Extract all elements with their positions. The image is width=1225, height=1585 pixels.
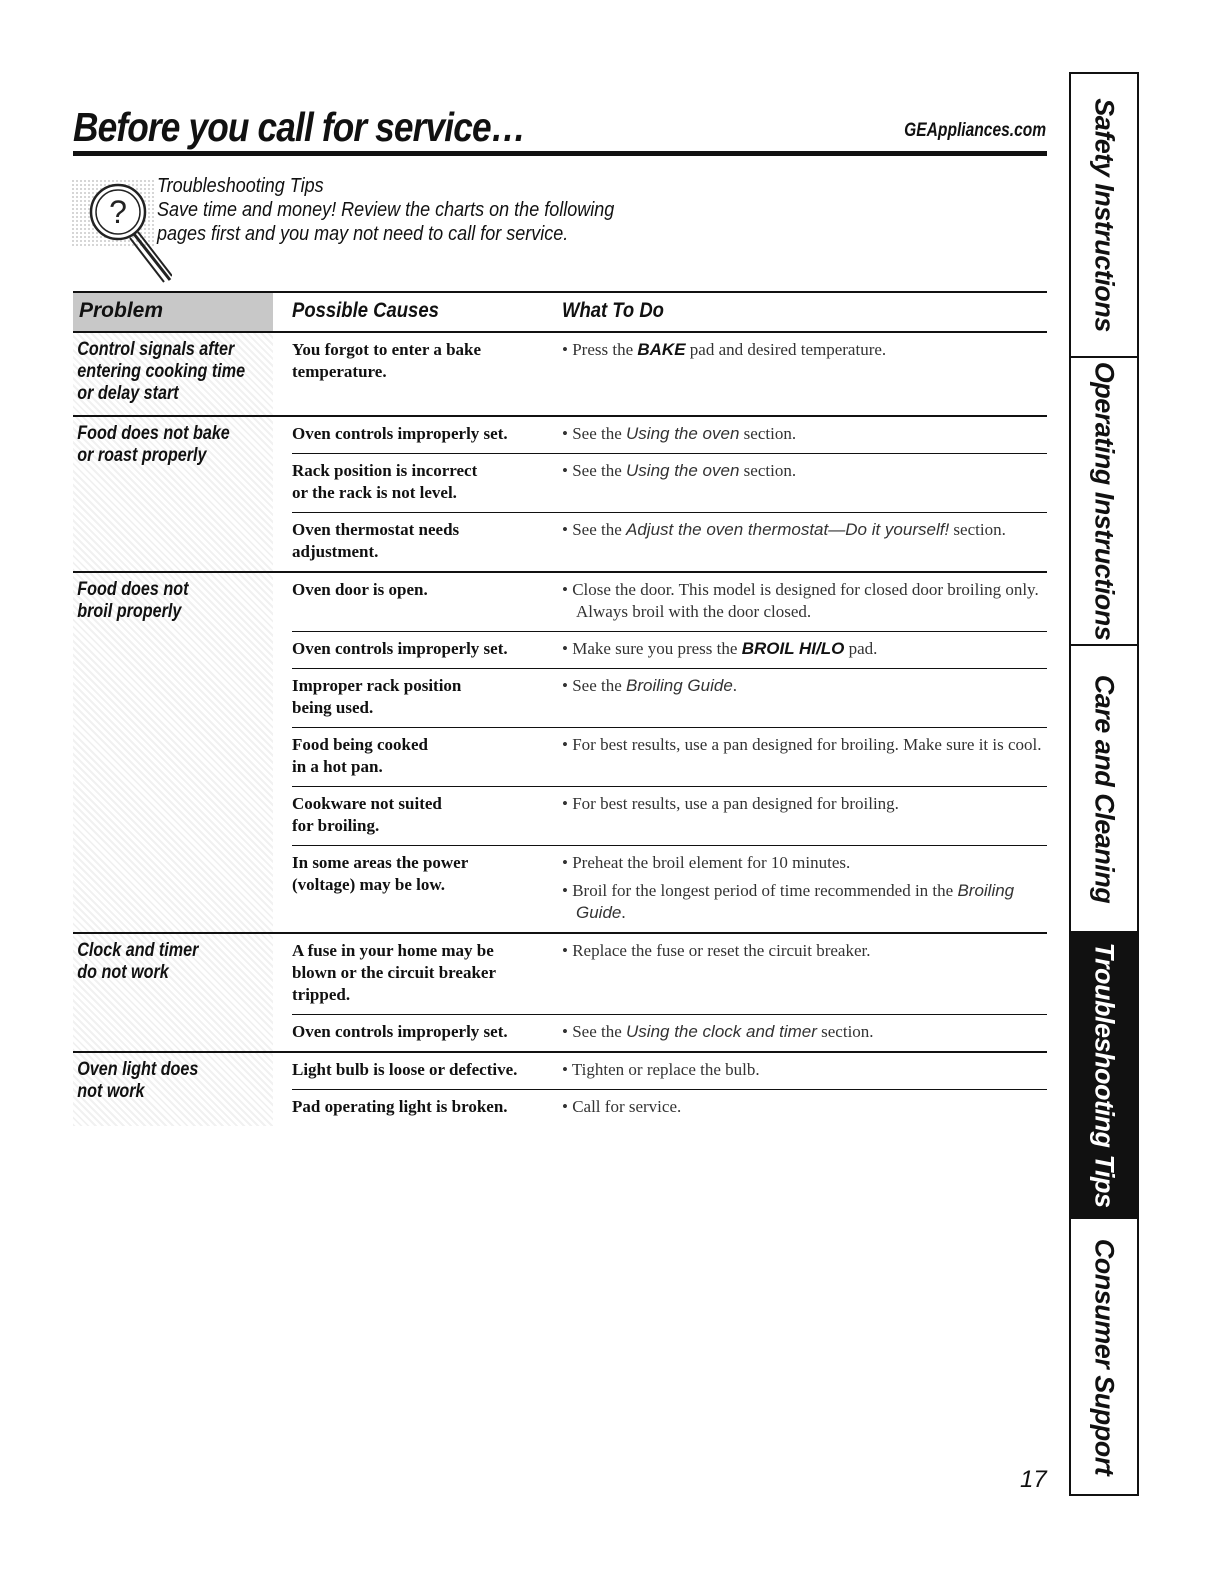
todo-text: pad.	[844, 639, 878, 658]
todo-item	[562, 880, 1047, 924]
possible-cause: A fuse in your home may be blown or the circuit breaker tripped.	[292, 941, 496, 1004]
what-to-do	[562, 1096, 1047, 1118]
table-body	[73, 333, 1047, 1126]
table-row	[292, 668, 1047, 727]
possible-cause: Light bulb is loose or defective.	[292, 1060, 518, 1079]
tab-care-and-cleaning[interactable]	[1071, 646, 1137, 933]
todo-text: • Preheat the broil element for 10 minutes.	[562, 853, 851, 872]
header-causes: Possible Causes	[292, 299, 439, 322]
section-reference: Using the oven	[626, 424, 740, 443]
possible-cause: You forgot to enter a bake temperature.	[292, 340, 482, 381]
possible-cause: Oven controls improperly set.	[292, 424, 508, 443]
todo-text: • For best results, use a pan designed for broiling.	[562, 794, 899, 813]
header-problem-cell	[73, 293, 273, 331]
possible-cause: Oven door is open.	[292, 580, 428, 599]
todo-text: • Press the	[562, 340, 638, 359]
problem-label: Food does not bake or roast properly	[77, 423, 230, 466]
todo-text: • See the	[562, 1022, 627, 1041]
header-problem: Problem	[79, 299, 164, 322]
tips-box	[157, 174, 614, 246]
what-to-do	[562, 852, 1047, 924]
todo-text: • For best results, use a pan designed for broiling. Make sure it is cool.	[562, 735, 1042, 754]
tab-label: Safety Instructions	[1089, 98, 1120, 332]
tab-label: Troubleshooting Tips	[1089, 942, 1120, 1208]
possible-cause: Improper rack position being used.	[292, 676, 462, 717]
possible-cause: Oven thermostat needs adjustment.	[292, 520, 460, 561]
problem-cell	[73, 573, 273, 932]
cause-rows	[292, 417, 1047, 571]
todo-text: • See the	[562, 461, 627, 480]
problem-cell	[73, 333, 273, 415]
table-row	[292, 417, 1047, 453]
todo-text: section.	[739, 424, 797, 443]
todo-item	[562, 852, 1047, 874]
todo-item	[562, 339, 1047, 361]
what-to-do	[562, 460, 1047, 504]
what-to-do	[562, 793, 1047, 837]
possible-cause: Oven controls improperly set.	[292, 1022, 508, 1041]
page-number: 17	[1020, 1466, 1047, 1493]
todo-item	[562, 638, 1047, 660]
todo-item	[562, 940, 1047, 962]
todo-item	[562, 1096, 1047, 1118]
tips-text-line-1: Save time and money! Review the charts on the following	[157, 199, 615, 221]
cause-rows	[292, 333, 1047, 415]
problem-cell	[73, 934, 273, 1051]
todo-text: .	[732, 676, 738, 695]
todo-item	[562, 793, 1047, 815]
problem-cell	[73, 417, 273, 571]
table-row	[292, 1014, 1047, 1051]
title-rule	[73, 151, 1047, 156]
possible-cause: Oven controls improperly set.	[292, 639, 508, 658]
what-to-do	[562, 940, 1047, 1006]
todo-text: • Make sure you press the	[562, 639, 742, 658]
svg-text:?: ?	[109, 194, 127, 230]
todo-text: • Broil for the longest period of time recommended in the	[562, 881, 958, 900]
problem-group	[73, 333, 1047, 417]
cause-rows	[292, 934, 1047, 1051]
tab-troubleshooting-tips[interactable]	[1071, 933, 1137, 1219]
table-row	[292, 934, 1047, 1014]
tab-label: Care and Cleaning	[1089, 674, 1120, 903]
problem-group	[73, 934, 1047, 1053]
what-to-do	[562, 1059, 1047, 1081]
section-reference: Using the clock and timer	[626, 1022, 817, 1041]
table-row	[292, 453, 1047, 512]
cause-rows	[292, 573, 1047, 932]
possible-cause: Rack position is incorrect or the rack is not level.	[292, 461, 478, 502]
table-row	[292, 727, 1047, 786]
todo-text: section.	[949, 520, 1006, 539]
table-row	[292, 573, 1047, 631]
site-url[interactable]: GEAppliances.com	[903, 120, 1046, 141]
table-header	[73, 291, 1047, 333]
what-to-do	[562, 519, 1047, 563]
tips-text-line-2: pages first and you may not need to call for service.	[157, 223, 569, 245]
possible-cause: Pad operating light is broken.	[292, 1097, 508, 1116]
table-row	[292, 631, 1047, 668]
table-row	[292, 786, 1047, 845]
control-pad-name: BROIL HI/LO	[741, 639, 845, 658]
todo-item	[562, 675, 1047, 697]
tab-operating-instructions[interactable]	[1071, 358, 1137, 646]
todo-text: • Call for service.	[562, 1097, 682, 1116]
tab-label: Consumer Support	[1089, 1238, 1120, 1475]
possible-cause: Food being cooked in a hot pan.	[292, 735, 429, 776]
problem-cell	[73, 1053, 273, 1126]
what-to-do	[562, 339, 1047, 383]
troubleshooting-table	[73, 291, 1047, 1126]
section-tabs	[1069, 72, 1139, 1496]
problem-label: Control signals after entering cooking time or delay start	[77, 339, 246, 404]
problem-group	[73, 573, 1047, 934]
section-reference: Broiling Guide	[626, 676, 733, 695]
todo-item	[562, 1059, 1047, 1081]
table-row	[292, 1053, 1047, 1089]
todo-item	[562, 460, 1047, 482]
todo-item	[562, 423, 1047, 445]
todo-text: section.	[816, 1022, 874, 1041]
tab-safety-instructions[interactable]	[1071, 74, 1137, 358]
tab-consumer-support[interactable]	[1071, 1219, 1137, 1494]
what-to-do	[562, 423, 1047, 445]
table-row	[292, 1089, 1047, 1126]
problem-group	[73, 417, 1047, 573]
what-to-do	[562, 675, 1047, 719]
what-to-do	[562, 579, 1047, 623]
what-to-do	[562, 1021, 1047, 1043]
todo-text: • Tighten or replace the bulb.	[562, 1060, 760, 1079]
todo-text: pad and desired temperature.	[685, 340, 887, 359]
problem-label: Food does not broil properly	[77, 579, 189, 622]
header-todo: What To Do	[562, 299, 664, 322]
todo-text: section.	[739, 461, 797, 480]
tab-label: Operating Instructions	[1089, 361, 1120, 641]
todo-item	[562, 1021, 1047, 1043]
what-to-do	[562, 638, 1047, 660]
problem-label: Clock and timer do not work	[77, 940, 199, 983]
section-reference: Using the oven	[626, 461, 740, 480]
todo-text: • See the	[562, 520, 627, 539]
possible-cause: Cookware not suited for broiling.	[292, 794, 442, 835]
tips-heading: Troubleshooting Tips	[157, 175, 324, 197]
todo-item	[562, 579, 1047, 623]
todo-text: • Close the door. This model is designed for closed door broiling only. Always broil with the door closed.	[562, 580, 1039, 621]
table-row	[292, 512, 1047, 571]
possible-cause: In some areas the power (voltage) may be low.	[292, 853, 469, 894]
what-to-do	[562, 734, 1047, 778]
table-row	[292, 333, 1047, 391]
todo-text: • Replace the fuse or reset the circuit breaker.	[562, 941, 871, 960]
todo-item	[562, 734, 1047, 756]
table-row	[292, 845, 1047, 932]
problem-label: Oven light does not work	[77, 1059, 199, 1102]
todo-item	[562, 519, 1047, 541]
todo-text: .	[621, 903, 626, 922]
section-reference: Adjust the oven thermostat—Do it yourself!	[626, 520, 950, 539]
todo-text: • See the	[562, 676, 627, 695]
problem-group	[73, 1053, 1047, 1126]
section-reference: Broiling Guide	[576, 881, 1015, 922]
page-title: Before you call for service…	[73, 104, 526, 150]
control-pad-name: BAKE	[637, 340, 686, 359]
todo-text: • See the	[562, 424, 627, 443]
cause-rows	[292, 1053, 1047, 1126]
